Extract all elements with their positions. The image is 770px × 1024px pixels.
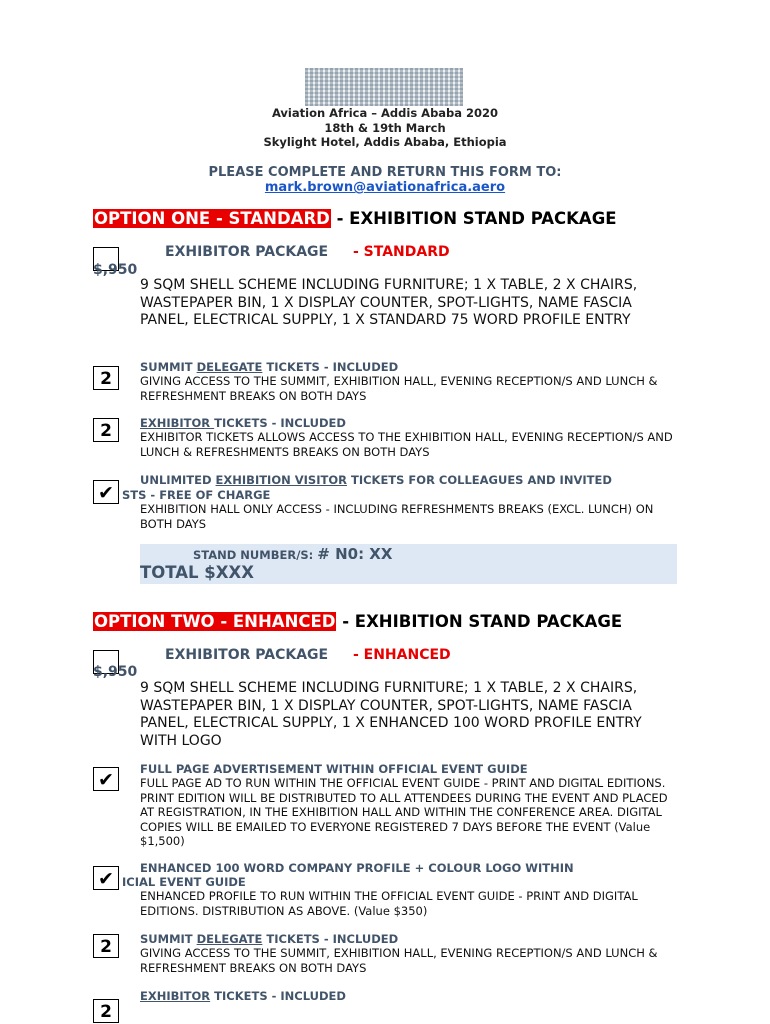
delegate-title-underlined: DELEGATE [196, 360, 263, 374]
option-two-advert-checkbox[interactable]: ✔ [93, 767, 119, 791]
option-two-heading-rest: - EXHIBITION STAND PACKAGE [336, 612, 623, 631]
option-one-delegate-description: GIVING ACCESS TO THE SUMMIT, EXHIBITION HALL, EVENING RECEPTION/S AND LUNCH & REFRESHMENT BREAKS ON BOTH DAYS [140, 374, 658, 403]
option-one-package-label [165, 244, 450, 260]
delegate-title-b: TICKETS - INCLUDED [262, 932, 399, 946]
option-one-highlight: OPTION ONE - STANDARD [94, 209, 330, 228]
option-one-heading-rest: - EXHIBITION STAND PACKAGE [330, 209, 617, 228]
return-email-link[interactable]: mark.brown@aviationafrica.aero [264, 180, 506, 195]
option-one-heading [93, 209, 617, 228]
event-venue: Skylight Hotel, Addis Ababa, Ethiopia [263, 135, 507, 149]
visitor-title-a: UNLIMITED [140, 473, 216, 487]
exhibitor-title-b: TICKETS - INCLUDED [210, 989, 346, 1003]
delegate-title-underlined: DELEGATE [196, 932, 263, 946]
exhibitor-title-underlined: EXHIBITOR [140, 416, 215, 430]
event-dates: 18th & 19th March [324, 121, 446, 135]
option-one-price: $,950 [93, 262, 138, 278]
option-two-delegate-description: GIVING ACCESS TO THE SUMMIT, EXHIBITION HALL, EVENING RECEPTION/S AND LUNCH & REFRESHMENT BREAKS ON BOTH DAYS [140, 946, 658, 975]
stand-number-label: STAND NUMBER/S: [193, 548, 314, 562]
package-type: - ENHANCED [352, 647, 451, 663]
exhibitor-title-underlined: EXHIBITOR [140, 989, 211, 1003]
option-two-exhibitor-title [140, 989, 346, 1003]
option-two-price: $,950 [93, 664, 138, 680]
option-one-visitor-description: EXHIBITION HALL ONLY ACCESS - INCLUDING REFRESHMENTS BREAKS (EXCL. LUNCH) ON BOTH DAYS [140, 502, 654, 531]
stand-number-value[interactable]: # N0: XX [317, 545, 393, 563]
option-two-heading [93, 612, 622, 631]
package-type: - STANDARD [352, 244, 450, 260]
option-two-profile-checkbox[interactable]: ✔ [93, 866, 119, 890]
option-one-delegate-quantity[interactable]: 2 [93, 366, 119, 390]
event-logo [305, 68, 463, 106]
option-one-visitor-checkbox[interactable]: ✔ [93, 480, 119, 504]
option-two-delegate-title [140, 932, 398, 946]
package-label-text: EXHIBITOR PACKAGE [165, 647, 329, 663]
visitor-title-b: TICKETS FOR COLLEAGUES AND INVITED [346, 473, 612, 487]
option-two-advert-description: FULL PAGE AD TO RUN WITHIN THE OFFICIAL EVENT GUIDE - PRINT AND DIGITAL EDITIONS. PRINT EDITION WILL BE DISTRIBUTED TO ALL ATTENDEES DURING THE EVENT AND PLACED AT REGISTRATION, IN THE EXHIBITION HALL AND WITHIN THE CONFERENCE AREA. DIGITAL COPIES WILL BE EMAILED TO EVERYONE REGISTERED 7 DAYS BEFORE THE EVENT (Value $1,500) [140, 776, 668, 848]
option-one-total: TOTAL $XXX [140, 563, 254, 582]
option-two-delegate-quantity[interactable]: 2 [93, 934, 119, 958]
option-one-exhibitor-description: EXHIBITOR TICKETS ALLOWS ACCESS TO THE EXHIBITION HALL, EVENING RECEPTION/S AND LUNCH & REFRESHMENTS BREAKS ON BOTH DAYS [140, 430, 673, 459]
option-two-profile-description: ENHANCED PROFILE TO RUN WITHIN THE OFFICIAL EVENT GUIDE - PRINT AND DIGITAL EDITIONS. DISTRIBUTION AS ABOVE. (Value $350) [140, 889, 638, 918]
option-one-exhibitor-quantity[interactable]: 2 [93, 418, 119, 442]
stand-number-row [193, 545, 392, 563]
option-one-package-description: 9 SQM SHELL SCHEME INCLUDING FURNITURE; 1 X TABLE, 2 X CHAIRS, WASTEPAPER BIN, 1 X DISPLAY COUNTER, SPOT-LIGHTS, NAME FASCIA PANEL, ELECTRICAL SUPPLY, 1 X STANDARD 75 WORD PROFILE ENTRY [140, 277, 638, 328]
return-instruction: PLEASE COMPLETE AND RETURN THIS FORM TO: [208, 165, 562, 180]
option-two-package-description: 9 SQM SHELL SCHEME INCLUDING FURNITURE; 1 X TABLE, 2 X CHAIRS, WASTEPAPER BIN, 1 X DISPLAY COUNTER, SPOT-LIGHTS, NAME FASCIA PANEL, ELECTRICAL SUPPLY, 1 X ENHANCED 100 WORD PROFILE ENTRY WITH LOGO [140, 680, 642, 749]
option-two-profile-title: ENHANCED 100 WORD COMPANY PROFILE + COLOUR LOGO WITHIN [140, 861, 574, 875]
option-two-highlight: OPTION TWO - ENHANCED [94, 612, 336, 631]
delegate-title-a: SUMMIT [140, 932, 197, 946]
delegate-title-b: TICKETS - INCLUDED [262, 360, 399, 374]
option-one-visitor-title [140, 473, 612, 487]
event-title: Aviation Africa – Addis Ababa 2020 [271, 106, 499, 120]
exhibitor-title-b: TICKETS - INCLUDED [214, 416, 346, 430]
option-two-profile-title-line2: ICIAL EVENT GUIDE [122, 875, 246, 889]
delegate-title-a: SUMMIT [140, 360, 197, 374]
option-one-exhibitor-title [140, 416, 346, 430]
option-two-package-label [165, 647, 451, 663]
visitor-title-underlined: EXHIBITION VISITOR [215, 473, 347, 487]
option-two-advert-title: FULL PAGE ADVERTISEMENT WITHIN OFFICIAL EVENT GUIDE [140, 762, 528, 776]
package-label-text: EXHIBITOR PACKAGE [165, 244, 329, 260]
option-one-visitor-title-line2: STS - FREE OF CHARGE [122, 488, 271, 502]
option-one-delegate-title [140, 360, 398, 374]
option-two-exhibitor-quantity[interactable]: 2 [93, 999, 119, 1023]
